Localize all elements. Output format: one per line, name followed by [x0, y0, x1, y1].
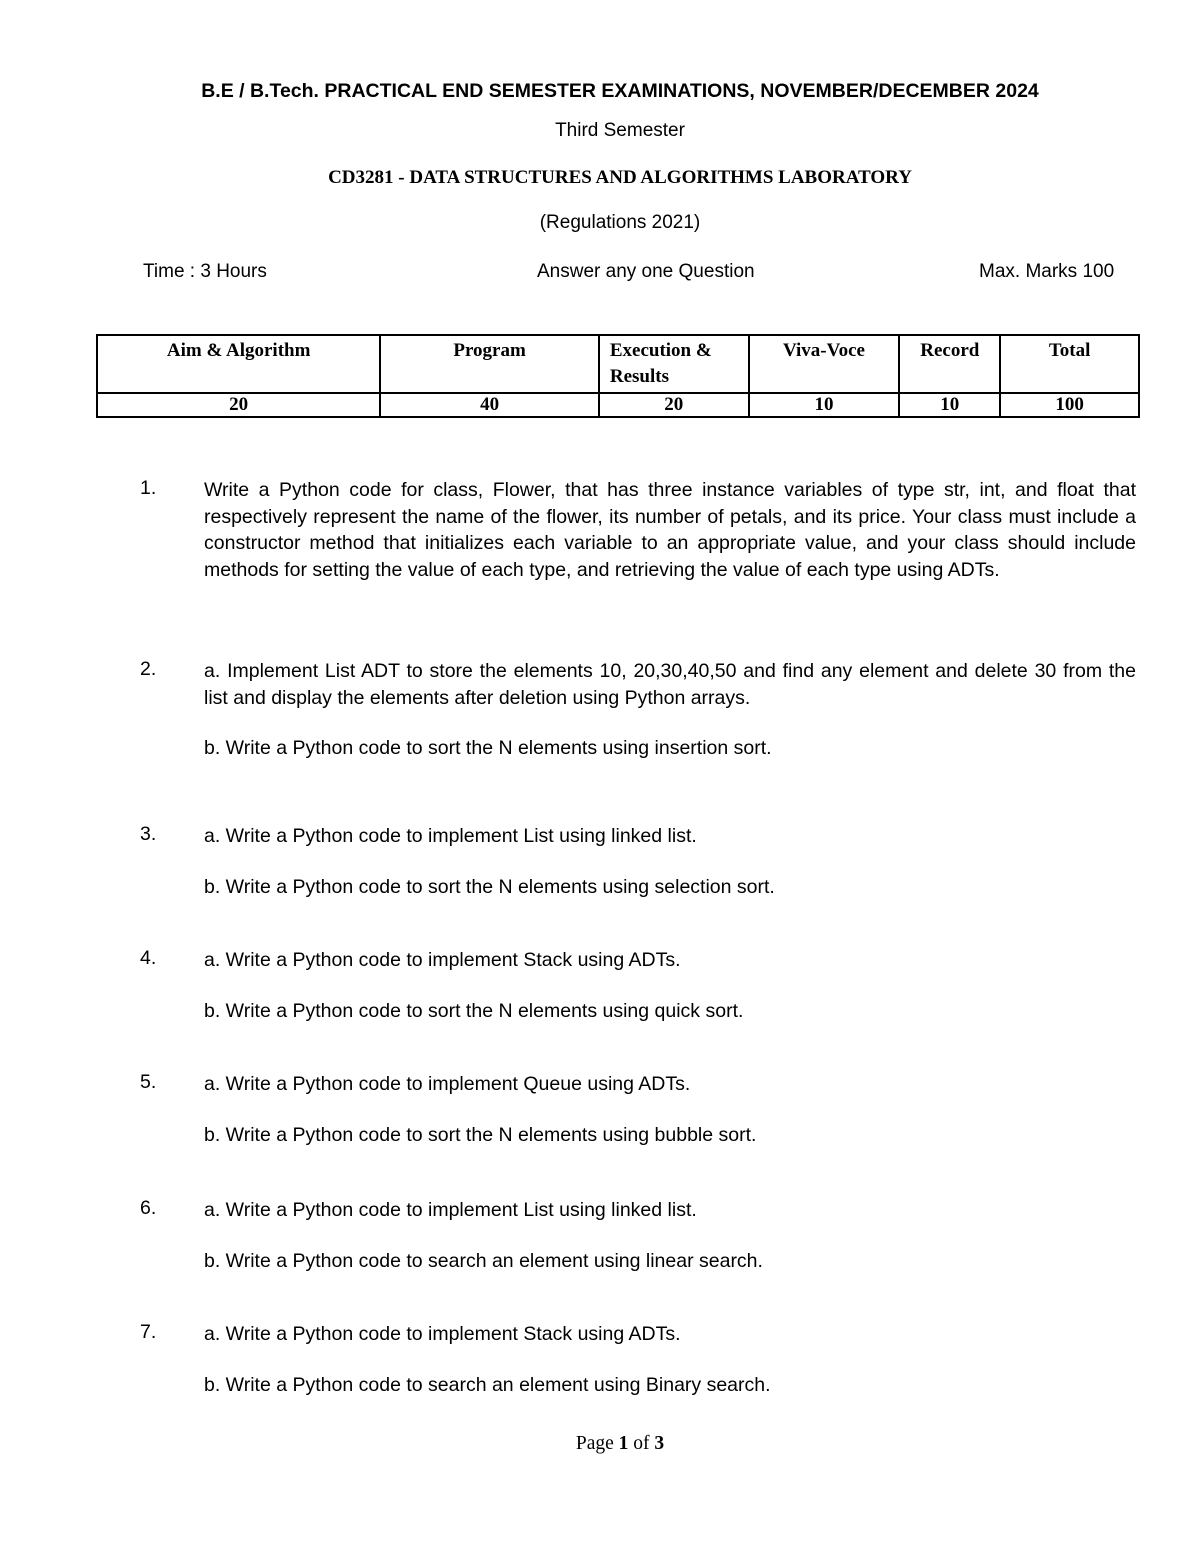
- question-5b-text: b. Write a Python code to sort the N elements using bubble sort.: [204, 1124, 757, 1146]
- marks-execution-results: 20: [599, 393, 749, 417]
- header-program: Program: [380, 335, 599, 393]
- exam-instruction: Answer any one Question: [537, 261, 755, 282]
- header-execution-results: Execution & Results: [599, 335, 749, 393]
- question-number: 1.: [140, 477, 157, 499]
- question-6a-text: a. Write a Python code to implement List using linked list.: [204, 1199, 697, 1221]
- semester: Third Semester: [555, 120, 685, 141]
- question-number: 6.: [140, 1197, 157, 1219]
- question-number: 2.: [140, 658, 157, 680]
- question-2a-text: a. Implement List ADT to store the elements 10, 20,30,40,50 and find any element and delete 30 from the list and display the elements after deletion using Python arrays.: [204, 660, 1136, 709]
- page-label-prefix: Page: [575, 1433, 619, 1454]
- page-label-middle: of: [628, 1433, 655, 1454]
- question-7a-text: a. Write a Python code to implement Stack using ADTs.: [204, 1323, 681, 1345]
- course-title: CD3281 - DATA STRUCTURES AND ALGORITHMS LABORATORY: [328, 167, 912, 188]
- page-number: [0, 1433, 1200, 1455]
- header-aim-algorithm: Aim & Algorithm: [97, 335, 380, 393]
- question-number: 4.: [140, 947, 157, 969]
- exam-duration: Time : 3 Hours: [143, 261, 267, 282]
- exam-title: B.E / B.Tech. PRACTICAL END SEMESTER EXAMINATIONS, NOVEMBER/DECEMBER 2024: [201, 80, 1039, 102]
- max-marks: Max. Marks 100: [979, 261, 1115, 282]
- question-number: 5.: [140, 1071, 157, 1093]
- question-4a-text: a. Write a Python code to implement Stack using ADTs.: [204, 949, 681, 971]
- marks-aim-algorithm: 20: [97, 393, 380, 417]
- question-number: 3.: [140, 823, 157, 845]
- marks-program: 40: [380, 393, 599, 417]
- marks-total: 100: [1000, 393, 1139, 417]
- table-row: [97, 393, 1139, 417]
- question-5a-text: a. Write a Python code to implement Queue using ADTs.: [204, 1073, 691, 1095]
- table-header-row: [97, 335, 1139, 393]
- question-2b-text: b. Write a Python code to sort the N elements using insertion sort.: [204, 737, 772, 759]
- question-7b-text: b. Write a Python code to search an element using Binary search.: [204, 1374, 771, 1396]
- marks-record: 10: [899, 393, 1000, 417]
- question-6b-text: b. Write a Python code to search an element using linear search.: [204, 1250, 763, 1272]
- header-record: Record: [899, 335, 1000, 393]
- marks-viva-voce: 10: [749, 393, 900, 417]
- question-1-text: Write a Python code for class, Flower, that has three instance variables of type str, int, and float that respectively represent the name of the flower, its number of petals, and its price. Your class must include a constructor method that initializes each variable to an appropriate value, and your class should include methods for setting the value of each type, and retrieving the value of each type using ADTs.: [204, 479, 1136, 581]
- current-page: 1: [618, 1433, 629, 1454]
- question-number: 7.: [140, 1321, 157, 1343]
- total-pages: 3: [654, 1433, 665, 1454]
- question-4b-text: b. Write a Python code to sort the N elements using quick sort.: [204, 1000, 744, 1022]
- header-total: Total: [1000, 335, 1139, 393]
- question-3b-text: b. Write a Python code to sort the N elements using selection sort.: [204, 876, 775, 898]
- header-viva-voce: Viva-Voce: [749, 335, 900, 393]
- marks-distribution-table: [96, 334, 1140, 418]
- question-3a-text: a. Write a Python code to implement List using linked list.: [204, 825, 697, 847]
- regulations: (Regulations 2021): [539, 212, 701, 233]
